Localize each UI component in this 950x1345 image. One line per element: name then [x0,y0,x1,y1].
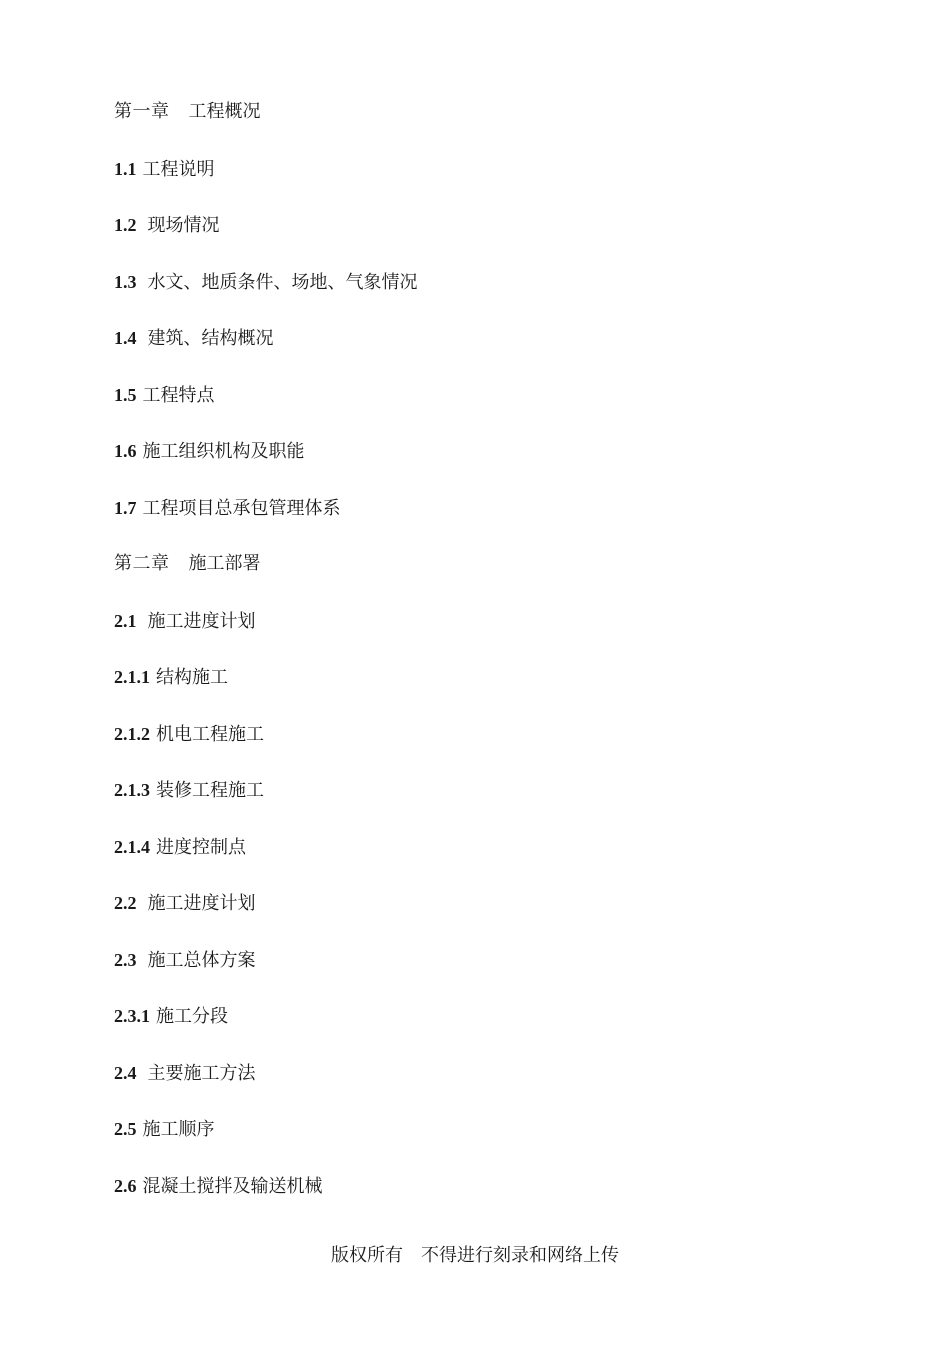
section-number: 2.4 [114,1062,137,1083]
toc-entry [114,945,418,1002]
toc-entry [114,832,418,889]
table-of-contents [114,97,418,1227]
section-title: 结构施工 [156,667,228,688]
section-number: 1.1 [114,158,137,179]
section-number: 2.1.4 [114,836,150,857]
section-number: 1.5 [114,384,137,405]
toc-entry [114,323,418,380]
section-number: 1.2 [114,215,137,235]
footer-notice: 不得进行刻录和网络上传 [421,1245,619,1266]
toc-entry [114,380,418,437]
section-number: 2.3 [114,949,137,970]
section-number: 1.4 [114,328,137,348]
section-number: 2.1 [114,610,137,631]
section-title: 施工组织机构及职能 [142,441,305,462]
section-number: 1.6 [114,441,137,461]
section-title: 施工分段 [156,1006,228,1027]
footer-copyright: 版权所有 [331,1245,403,1266]
section-number: 2.5 [114,1119,137,1139]
chapter-label: 第一章 [114,101,170,122]
section-title: 施工总体方案 [147,949,256,971]
toc-entry [114,662,418,719]
toc-entry [114,888,418,945]
section-title: 机电工程施工 [156,723,264,745]
toc-entry [114,1058,418,1115]
section-title: 施工进度计划 [147,610,256,632]
section-title: 混凝土搅拌及输送机械 [142,1175,323,1197]
section-title: 施工进度计划 [147,893,256,914]
toc-chapter-heading [114,97,418,154]
section-title: 装修工程施工 [156,780,264,801]
section-number: 1.3 [114,271,137,292]
toc-entry [114,1114,418,1171]
toc-entry [114,1001,418,1058]
section-title: 主要施工方法 [147,1062,256,1084]
toc-entry [114,210,418,267]
section-number: 2.2 [114,893,137,913]
section-title: 工程特点 [142,384,215,406]
toc-entry [114,775,418,832]
section-title: 进度控制点 [156,836,246,858]
section-number: 1.7 [114,497,137,518]
section-title: 工程项目总承包管理体系 [142,497,341,519]
section-title: 现场情况 [147,215,220,236]
section-title: 施工顺序 [142,1119,215,1140]
section-number: 2.1.1 [114,667,150,687]
section-number: 2.6 [114,1175,137,1196]
toc-entry [114,719,418,776]
section-number: 2.1.2 [114,723,150,744]
toc-entry [114,154,418,211]
section-title: 工程概况 [188,101,261,122]
toc-entry [114,267,418,324]
section-title: 建筑、结构概况 [147,328,274,349]
toc-entry [114,606,418,663]
section-title: 施工部署 [188,553,261,574]
chapter-label: 第二章 [114,553,170,574]
toc-entry [114,436,418,493]
toc-chapter-heading [114,549,418,606]
toc-entry [114,1171,418,1228]
page-footer [0,1243,950,1269]
section-number: 2.3.1 [114,1006,150,1026]
section-number: 2.1.3 [114,780,150,800]
section-title: 工程说明 [142,158,215,180]
toc-entry [114,493,418,550]
section-title: 水文、地质条件、场地、气象情况 [147,271,418,293]
